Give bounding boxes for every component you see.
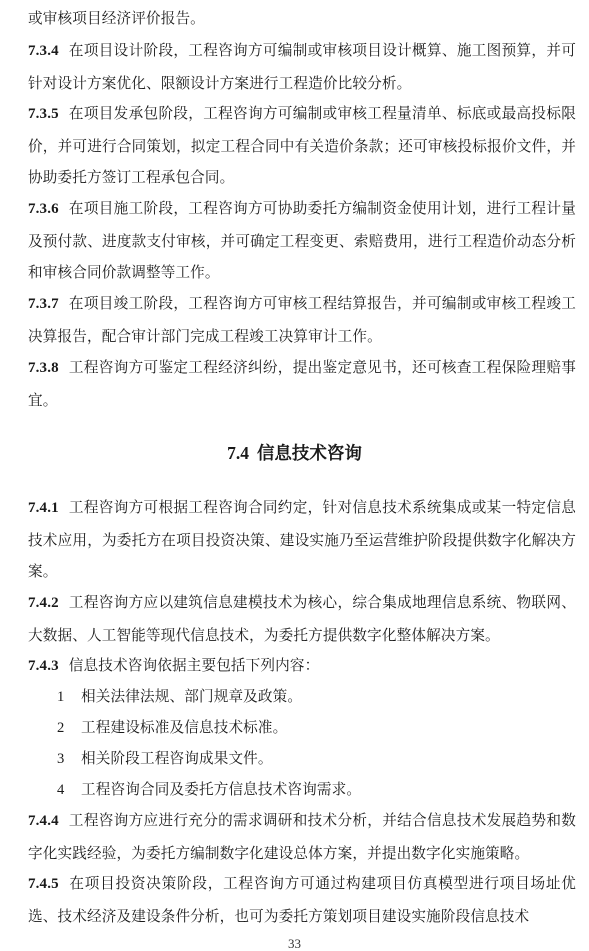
list-item-number: 3 xyxy=(57,751,65,767)
list-item-text: 工程建设标准及信息技术标准。 xyxy=(81,719,288,736)
clause-number: 7.3.7 xyxy=(28,296,59,312)
clause-number: 7.4.2 xyxy=(28,595,59,611)
paragraph-7-3-7 xyxy=(28,288,576,352)
paragraph-text: 在项目竣工阶段，工程咨询方可审核工程结算报告，并可编制或审核工程竣工决算报告，配合审计部门完成工程竣工决算审计工作。 xyxy=(28,295,576,345)
paragraph-text: 信息技术咨询依据主要包括下列内容： xyxy=(68,657,320,674)
paragraph-7-4-3 xyxy=(28,650,576,683)
paragraph-7-4-2 xyxy=(28,587,576,651)
paragraph-text: 在项目设计阶段，工程咨询方可编制或审核项目设计概算、施工图预算，并可针对设计方案优化、限额设计方案进行工程造价比较分析。 xyxy=(28,42,576,92)
list-item-number: 4 xyxy=(57,782,65,798)
paragraph-7-3-4 xyxy=(28,35,576,99)
paragraph-7-3-continuation xyxy=(28,3,576,35)
clause-number: 7.4.3 xyxy=(28,658,59,674)
paragraph-text: 在项目施工阶段，工程咨询方可协助委托方编制资金使用计划，进行工程计量及预付款、进度款支付审核，并可确定工程变更、索赔费用，进行工程造价动态分析和审核合同价款调整等工作。 xyxy=(28,200,576,281)
paragraph-text: 在项目发承包阶段，工程咨询方可编制或审核工程量清单、标底或最高投标限价，并可进行合同策划，拟定工程合同中有关造价条款；还可审核投标报价文件，并协助委托方签订工程承包合同。 xyxy=(28,105,576,186)
paragraph-7-3-6 xyxy=(28,193,576,289)
paragraph-7-4-4 xyxy=(28,805,576,869)
list-item xyxy=(57,743,557,776)
list-item-text: 工程咨询合同及委托方信息技术咨询需求。 xyxy=(81,781,362,798)
list-item xyxy=(57,681,557,714)
clause-number: 7.4.5 xyxy=(28,876,59,892)
paragraph-7-4-1 xyxy=(28,492,576,588)
paragraph-7-3-5 xyxy=(28,98,576,194)
list-item-text: 相关法律法规、部门规章及政策。 xyxy=(81,688,303,705)
clause-number: 7.4.1 xyxy=(28,500,59,516)
paragraph-7-3-8 xyxy=(28,352,576,416)
paragraph-text: 在项目投资决策阶段，工程咨询方可通过构建项目仿真模型进行项目场址优选、技术经济及建设条件分析，也可为委托方策划项目建设实施阶段信息技术 xyxy=(28,875,576,925)
paragraph-text: 或审核项目经济评价报告。 xyxy=(28,10,205,27)
list-item-text: 相关阶段工程咨询成果文件。 xyxy=(81,750,273,767)
section-title: 信息技术咨询 xyxy=(256,444,362,464)
paragraph-text: 工程咨询方可鉴定工程经济纠纷，提出鉴定意见书，还可核查工程保险理赔事宜。 xyxy=(28,359,576,409)
section-number: 7.4 xyxy=(227,443,249,463)
clause-number: 7.3.6 xyxy=(28,201,59,217)
section-heading xyxy=(0,438,589,469)
list-item xyxy=(57,712,557,745)
paragraph-7-4-5 xyxy=(28,868,576,932)
list-item-number: 1 xyxy=(57,689,65,705)
clause-number: 7.3.5 xyxy=(28,106,59,122)
paragraph-text: 工程咨询方可根据工程咨询合同约定，针对信息技术系统集成或某一特定信息技术应用，为委托方在项目投资决策、建设实施乃至运营维护阶段提供数字化解决方案。 xyxy=(28,499,576,580)
paragraph-text: 工程咨询方应以建筑信息建模技术为核心，综合集成地理信息系统、物联网、大数据、人工智能等现代信息技术，为委托方提供数字化整体解决方案。 xyxy=(28,594,576,644)
clause-number: 7.3.4 xyxy=(28,43,59,59)
list-item-number: 2 xyxy=(57,720,65,736)
paragraph-text: 工程咨询方应进行充分的需求调研和技术分析，并结合信息技术发展趋势和数字化实践经验，为委托方编制数字化建设总体方案，并提出数字化实施策略。 xyxy=(28,812,576,862)
clause-number: 7.4.4 xyxy=(28,813,59,829)
page-number: 33 xyxy=(288,936,301,951)
clause-number: 7.3.8 xyxy=(28,360,59,376)
list-item xyxy=(57,774,557,807)
